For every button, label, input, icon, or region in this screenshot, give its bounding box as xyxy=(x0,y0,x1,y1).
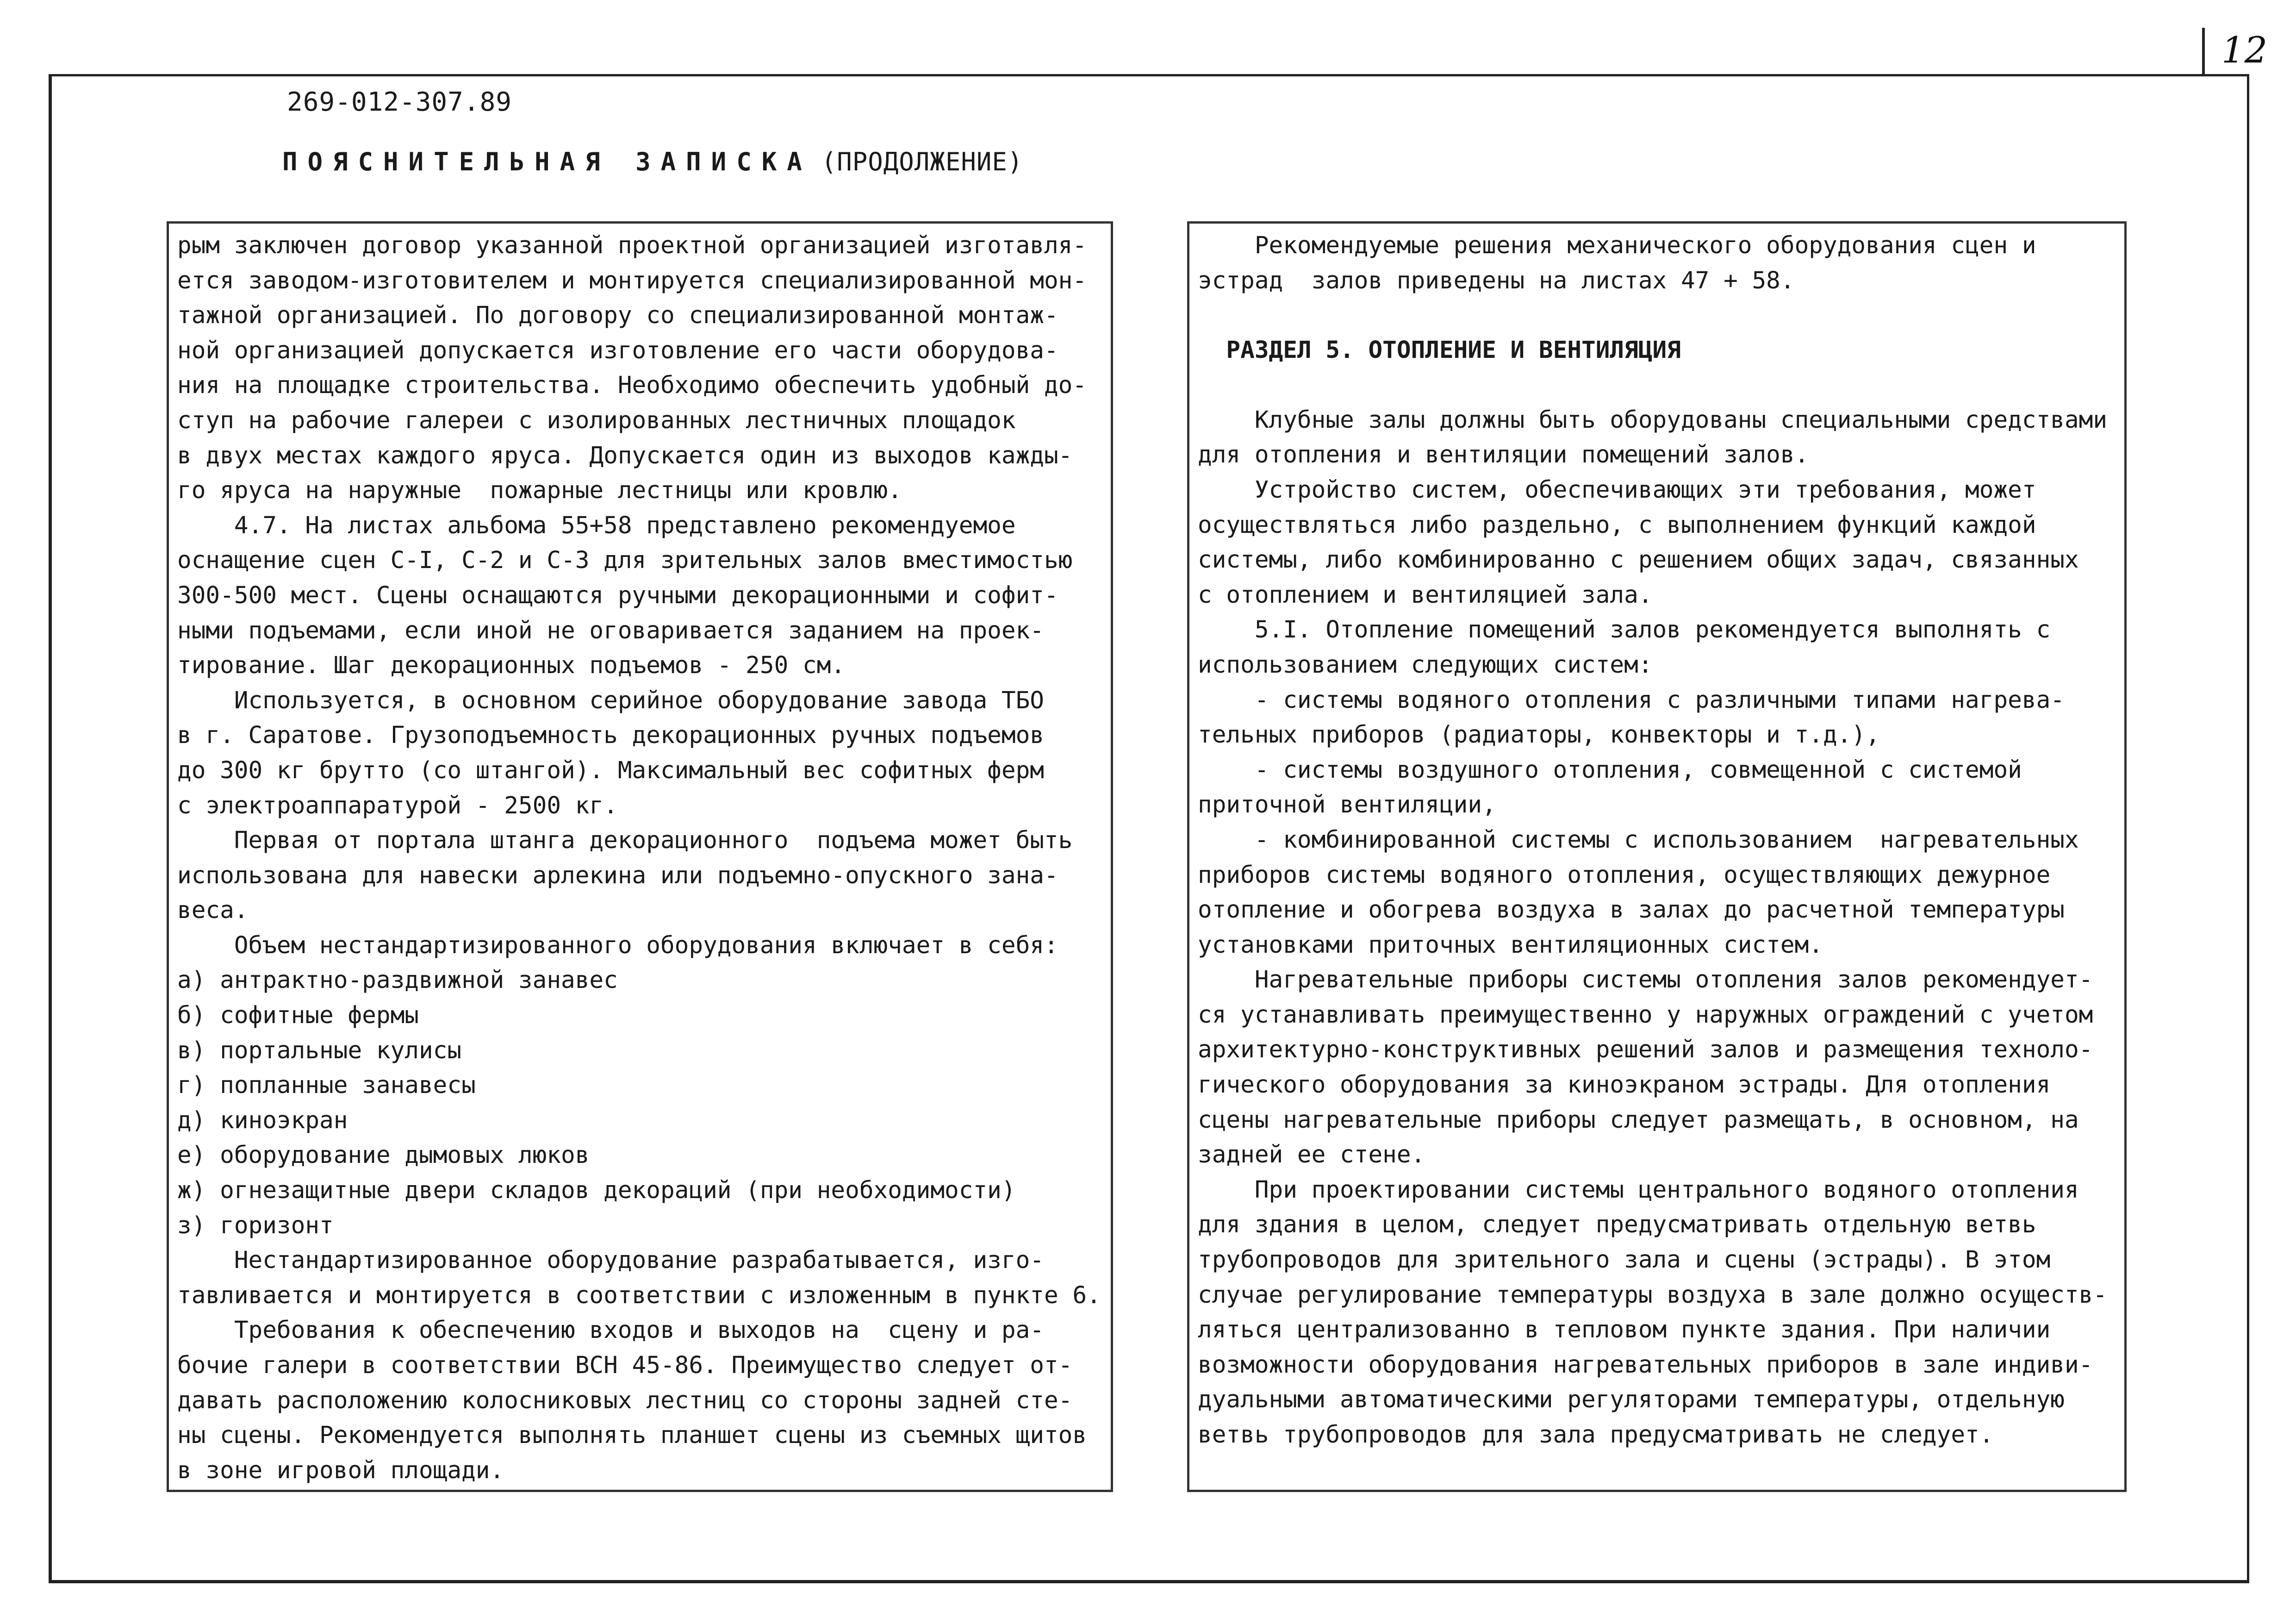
left-column-line: с электроаппаратурой - 2500 кг. xyxy=(177,792,618,819)
left-column-line: ется заводом-изготовителем и монтируется специализированной мон- xyxy=(177,267,1087,294)
left-column-line: бочие галери в соответствии ВСН 45-86. Преимущество следует от- xyxy=(177,1352,1073,1379)
right-column-line: - системы водяного отопления с различными типами нагрева- xyxy=(1198,686,2065,714)
right-column-line: ся устанавливать преимущественно у наружных ограждений с учетом xyxy=(1198,1001,2093,1029)
right-column-line: с отоплением и вентиляцией зала. xyxy=(1198,581,1653,609)
right-column-line xyxy=(1198,298,2116,333)
left-column-line: ж) огнезащитные двери складов декораций (при необходимости) xyxy=(177,1177,1016,1205)
right-column-line: эстрад залов приведены на листах 47 + 58. xyxy=(1198,267,1795,294)
left-column-line: 300-500 мест. Сцены оснащаются ручными декорационными и софит- xyxy=(177,581,1058,609)
right-column-line: использованием следующих систем: xyxy=(1198,651,1653,679)
right-column-line: - комбинированной системы с использованием нагревательных xyxy=(1198,826,2079,854)
right-column-line: ветвь трубопроводов для зала предусматривать не следует. xyxy=(1198,1421,1994,1449)
right-column-line: системы, либо комбинированно с решением общих задач, связанных xyxy=(1198,546,2079,574)
right-column-line: 5.I. Отопление помещений залов рекомендуется выполнять с xyxy=(1198,616,2051,644)
left-column-line: Используется, в основном серийное оборудование завода ТБО xyxy=(177,687,1044,714)
right-column-line: возможности оборудования нагревательных приборов в зале индиви- xyxy=(1198,1351,2093,1379)
right-column-line: Нагревательные приборы системы отопления залов рекомендует- xyxy=(1198,966,2093,994)
right-column-line: приборов системы водяного отопления, осуществляющих дежурное xyxy=(1198,861,2051,889)
right-column-line: тельных приборов (радиаторы, конвекторы и т.д.), xyxy=(1198,721,1880,749)
left-column-line: давать расположению колосниковых лестниц со стороны задней сте- xyxy=(177,1387,1073,1414)
left-column-line: б) софитные фермы xyxy=(177,1002,419,1030)
left-column-line: а) антрактно-раздвижной занавес xyxy=(177,967,618,994)
left-column-line: использована для навески арлекина или подъемно-опускного зана- xyxy=(177,862,1058,889)
left-column-line: го яруса на наружные пожарные лестницы или кровлю. xyxy=(177,477,902,505)
right-column-line: приточной вентиляции, xyxy=(1198,791,1496,819)
left-column-line: з) горизонт xyxy=(177,1212,334,1239)
left-column-line: ния на площадке строительства. Необходимо обеспечить удобный до- xyxy=(177,372,1087,400)
document-code: 269-012-307.89 xyxy=(287,87,512,117)
left-column-line: в зоне игровой площади. xyxy=(177,1456,504,1484)
right-text-column xyxy=(1187,221,2127,1492)
left-column-line: е) оборудование дымовых люков xyxy=(177,1142,590,1169)
right-column-line: ляться централизованно в тепловом пункте здания. При наличии xyxy=(1198,1316,2051,1344)
right-column-line: отопление и обогрева воздуха в залах до расчетной температуры xyxy=(1198,896,2065,924)
right-column-line: Клубные залы должны быть оборудованы специальными средствами xyxy=(1198,406,2108,434)
right-column-line: сцены нагревательные приборы следует размещать, в основном, на xyxy=(1198,1106,2079,1134)
left-text-column xyxy=(167,221,1113,1492)
left-column-line: ными подъемами, если иной не оговаривается заданием на проек- xyxy=(177,617,1044,644)
left-column-line: 4.7. На листах альбома 55+58 представлено рекомендуемое xyxy=(177,512,1016,539)
left-column-line: ной организацией допускается изготовление его части оборудова- xyxy=(177,337,1058,364)
left-column-line: Первая от портала штанга декорационного подъема может быть xyxy=(177,827,1073,855)
left-column-line: оснащение сцен С-I, С-2 и С-3 для зрительных залов вместимостью xyxy=(177,547,1073,575)
left-column-line: Нестандартизированное оборудование разрабатывается, изго- xyxy=(177,1247,1044,1274)
title-main: ПОЯСНИТЕЛЬНАЯ ЗАПИСКА xyxy=(282,147,812,176)
sheet-number: 12 xyxy=(2221,30,2268,71)
left-column-line: д) киноэкран xyxy=(177,1106,348,1134)
right-column-line: установками приточных вентиляционных систем. xyxy=(1198,931,1823,959)
right-column-line: При проектировании системы центрального водяного отопления xyxy=(1198,1176,2079,1204)
title-continuation: (ПРОДОЛЖЕНИЕ) xyxy=(821,147,1023,176)
right-column-line: гического оборудования за киноэкраном эстрады. Для отопления xyxy=(1198,1071,2051,1099)
right-column-line: Рекомендуемые решения механического оборудования сцен и xyxy=(1198,232,2036,259)
right-column-line: для отопления и вентиляции помещений залов. xyxy=(1198,441,1809,469)
left-column-line: ступ на рабочие галереи с изолированных лестничных площадок xyxy=(177,406,1016,434)
right-column-line xyxy=(1198,368,2116,403)
left-column-line: тавливается и монтируется в соответствии с изложенным в пункте 6. xyxy=(177,1281,1101,1309)
right-column-line: задней ее стене. xyxy=(1198,1141,1425,1169)
right-column-line: РАЗДЕЛ 5. ОТОПЛЕНИЕ И ВЕНТИЛЯЦИЯ xyxy=(1198,337,1681,364)
right-column-line: Устройство систем, обеспечивающих эти требования, может xyxy=(1198,476,2036,504)
right-column-line: трубопроводов для зрительного зала и сцены (эстрады). В этом xyxy=(1198,1246,2051,1274)
right-column-line: архитектурно-конструктивных решений залов и размещения техноло- xyxy=(1198,1036,2093,1064)
right-column-line: - системы воздушного отопления, совмещенной с системой xyxy=(1198,756,2022,784)
left-column-line: до 300 кг брутто (со штангой). Максимальный вес софитных ферм xyxy=(177,756,1044,784)
left-column-line: веса. xyxy=(177,897,249,924)
left-column-line: г) попланные занавесы xyxy=(177,1072,476,1099)
left-column-line: тирование. Шаг декорационных подъемов - 250 см. xyxy=(177,652,846,680)
document-title xyxy=(282,147,1023,176)
right-column-line: дуальными автоматическими регуляторами температуры, отдельную xyxy=(1198,1386,2065,1414)
right-column-line: случае регулирование температуры воздуха в зале должно осуществ- xyxy=(1198,1281,2108,1309)
left-column-line: в двух местах каждого яруса. Допускается один из выходов кажды- xyxy=(177,442,1073,469)
left-column-line: тажной организацией. По договору со специализированной монтаж- xyxy=(177,302,1058,330)
left-column-line: в) портальные кулисы xyxy=(177,1037,462,1064)
left-column-line: рым заключен договор указанной проектной организацией изготавля- xyxy=(177,232,1087,259)
left-column-line: в г. Саратове. Грузоподъемность декорационных ручных подъемов xyxy=(177,722,1044,750)
left-column-line: ны сцены. Рекомендуется выполнять планшет сцены из съемных щитов xyxy=(177,1422,1087,1449)
right-column-line: для здания в целом, следует предусматривать отдельную ветвь xyxy=(1198,1211,2036,1239)
left-column-line: Требования к обеспечению входов и выходов на сцену и ра- xyxy=(177,1317,1044,1344)
right-column-line: осуществляться либо раздельно, с выполнением функций каждой xyxy=(1198,511,2036,539)
left-column-line: Объем нестандартизированного оборудования включает в себя: xyxy=(177,931,1058,959)
